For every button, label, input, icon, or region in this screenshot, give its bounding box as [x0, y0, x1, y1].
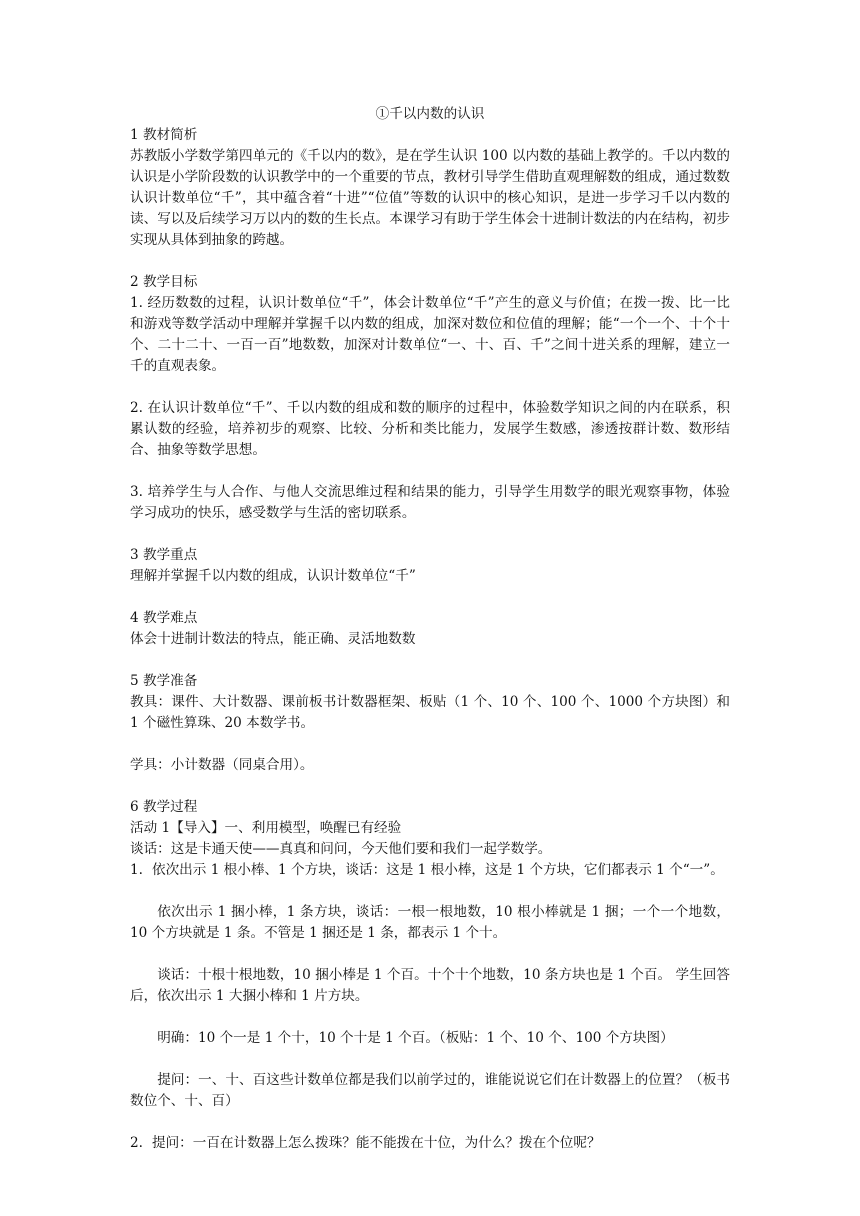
student-aids-text: 学具：小计数器（同桌合用）。: [130, 757, 314, 773]
intro-dialogue: 谈话：这是卡通天使——真真和问问，今天他们要和我们一起学数学。: [130, 841, 552, 857]
spacer: [130, 776, 730, 797]
document-body: [130, 104, 730, 1154]
item-text: 提问：一百在计数器上怎么拨珠？能不能拨在十位，为什么？拨在个位呢？: [152, 1135, 601, 1151]
process-item-2: [130, 1133, 730, 1154]
section-heading-1: 1 教材简析: [130, 127, 198, 143]
spacer: [130, 524, 730, 545]
activity-heading: 活动 1【导入】一、利用模型，唤醒已有经验: [130, 820, 402, 836]
spacer: [130, 1007, 730, 1028]
process-paragraph-c: 明确：10 个一是 1 个十，10 个十是 1 个百。（板贴：1 个、10 个、100 个方块图）: [157, 1030, 674, 1046]
difficulty-text: 体会十进制计数法的特点，能正确、灵活地数数: [130, 631, 416, 647]
process-paragraph-d: 提问：一、十、百这些计数单位都是我们以前学过的，谁能说说它们在计数器上的位置？（板书数位个、十、百）: [130, 1072, 730, 1109]
process-paragraph-b: 谈话：十根十根地数，10 捆小棒是 1 个百。十个十个地数，10 条方块也是 1 个百。 学生回答后，依次出示 1 大捆小棒和 1 片方块。: [130, 967, 730, 1004]
section-heading-6: 6 教学过程: [130, 799, 198, 815]
key-point-text: 理解并掌握千以内数的组成，认识计数单位“千”: [130, 568, 416, 584]
spacer: [130, 734, 730, 755]
spacer: [130, 1049, 730, 1070]
process-paragraph-a: 依次出示 1 捆小棒，1 条方块，谈话：一根一根地数，10 根小棒就是 1 捆；一个一个地数，10 个方块就是 1 条。不管是 1 捆还是 1 条，都表示 1 个十。: [130, 904, 730, 941]
section-heading-5: 5 教学准备: [130, 673, 198, 689]
section-heading-3: 3 教学重点: [130, 547, 198, 563]
spacer: [130, 1112, 730, 1133]
item-number: 2.: [130, 1135, 143, 1151]
process-item-1: [130, 860, 730, 881]
section-heading-4: 4 教学难点: [130, 610, 198, 626]
objective-3: 3. 培养学生与人合作、与他人交流思维过程和结果的能力，引导学生用数学的眼光观察事物，体验学习成功的快乐，感受数学与生活的密切联系。: [130, 484, 730, 521]
spacer: [130, 881, 730, 902]
spacer: [130, 377, 730, 398]
spacer: [130, 650, 730, 671]
teaching-aids-text: 教具：课件、大计数器、课前板书计数器框架、板贴（1 个、10 个、100 个、1000 个方块图）和 1 个磁性算珠、20 本数学书。: [130, 694, 730, 731]
spacer: [130, 251, 730, 272]
item-number: 1.: [130, 862, 143, 878]
spacer: [130, 587, 730, 608]
item-text: 依次出示 1 根小棒、1 个方块，谈话：这是 1 根小棒，这是 1 个方块，它们都表示 1 个“一”。: [152, 862, 724, 878]
section-heading-2: 2 教学目标: [130, 274, 198, 290]
spacer: [130, 461, 730, 482]
section-1-paragraph: 苏教版小学数学第四单元的《千以内的数》，是在学生认识 100 以内数的基础上教学的。千以内数的认识是小学阶段数的认识教学中的一个重要的节点，教材引导学生借助直观理解数的组成，通过数数认识计数单位“千”，其中蕴含着“十进”“位值”等数的认识中的核心知识，是进一步学习千以内数的读、写以及后续学习万以内的数的生长点。本课学习有助于学生体会十进制计数法的内在结构，初步实现从具体到抽象的跨越。: [130, 148, 730, 248]
objective-1: 1. 经历数数的过程，认识计数单位“千”，体会计数单位“千”产生的意义与价值；在拨一拨、比一比和游戏等数学活动中理解并掌握千以内数的组成，加深对数位和位值的理解；能“一个一个、十个十个、二十二十、一百一百”地数数，加深对计数单位“一、十、百、千”之间十进关系的理解，建立一千的直观表象。: [130, 295, 730, 374]
document-title: ①千以内数的认识: [375, 106, 485, 122]
spacer: [130, 944, 730, 965]
objective-2: 2. 在认识计数单位“千”、千以内数的组成和数的顺序的过程中，体验数学知识之间的内在联系，积累认数的经验，培养初步的观察、比较、分析和类比能力，发展学生数感，渗透按群计数、数形结合、抽象等数学思想。: [130, 400, 730, 458]
